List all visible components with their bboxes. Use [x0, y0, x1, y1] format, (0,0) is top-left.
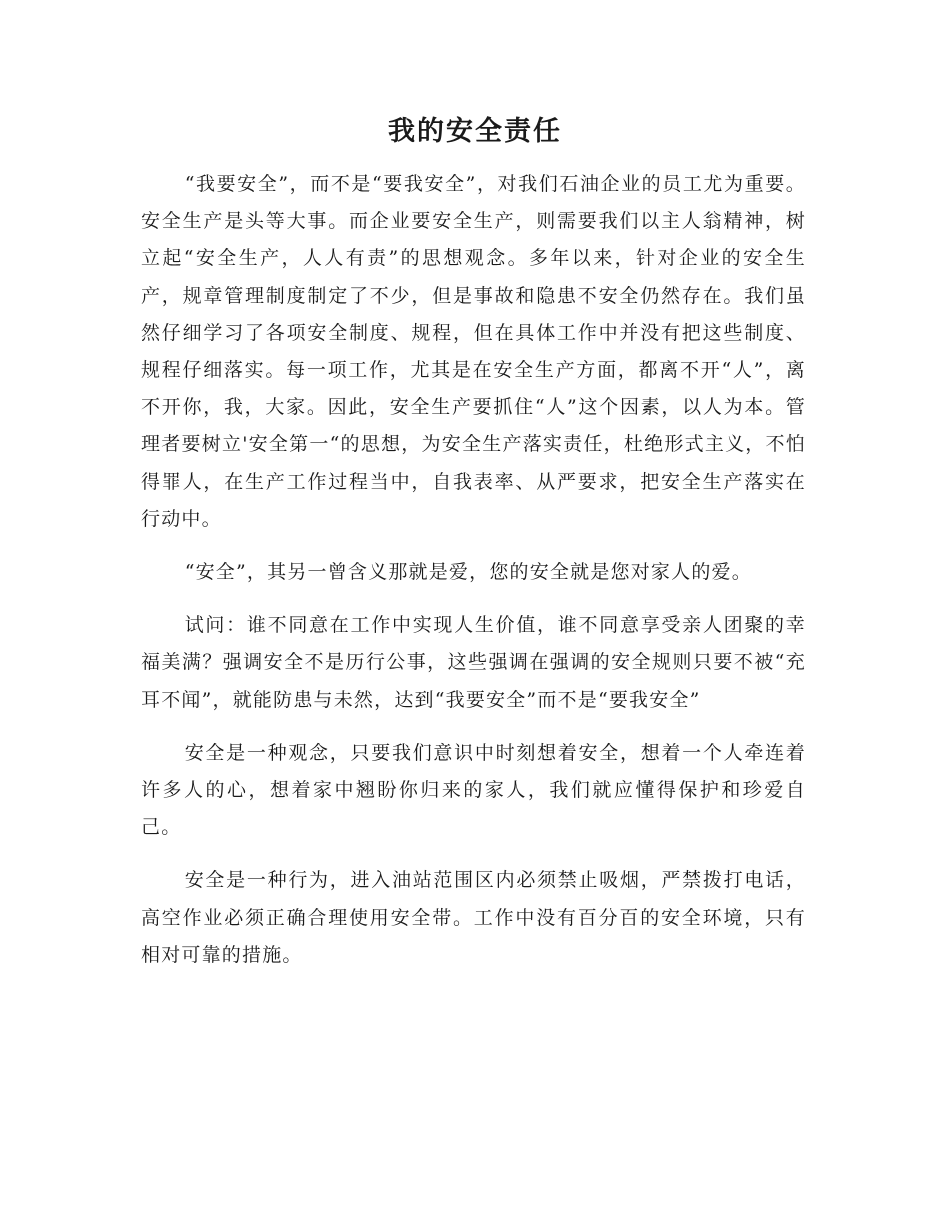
document-title: 我的安全责任 [388, 116, 562, 147]
paragraph-5: 安全是一种行为，进入油站范围区内必须禁止吸烟，严禁拨打电话，高空作业必须正确合理使用安全带。工作中没有百分百的安全环境，只有相对可靠的措施。 [141, 869, 806, 966]
paragraph-3: 试问：谁不同意在工作中实现人生价值，谁不同意享受亲人团聚的幸福美满？强调安全不是历行公事，这些强调在强调的安全规则只要不被“充耳不闻”，就能防患与未然，达到“我要安全”而不是“要我安全” [141, 614, 806, 711]
paragraph-2: “安全”，其另一曾含义那就是爱，您的安全就是您对家人的爱。 [184, 561, 752, 584]
document-body [141, 166, 806, 990]
paragraph-4: 安全是一种观念，只要我们意识中时刻想着安全，想着一个人牵连着许多人的心，想着家中翘盼你归来的家人，我们就应懂得保护和珍爱自己。 [141, 741, 806, 839]
paragraph-1: “我要安全”，而不是“要我安全”，对我们石油企业的员工尤为重要。安全生产是头等大事。而企业要安全生产，则需要我们以主人翁精神，树立起“安全生产，人人有责”的思想观念。多年以来，针对企业的安全生产，规章管理制度制定了不少，但是事故和隐患不安全仍然存在。我们虽然仔细学习了各项安全制度、规程，但在具体工作中并没有把这些制度、规程仔细落实。每一项工作，尤其是在安全生产方面，都离不开“人”，离不开你，我，大家。因此，安全生产要抓住“人”这个因素，以人为本。管理者要树立'安全第一“的思想，为安全生产落实责任，杜绝形式主义，不怕得罪人，在生产工作过程当中，自我表率、从严要求，把安全生产落实在行动中。 [141, 173, 806, 530]
